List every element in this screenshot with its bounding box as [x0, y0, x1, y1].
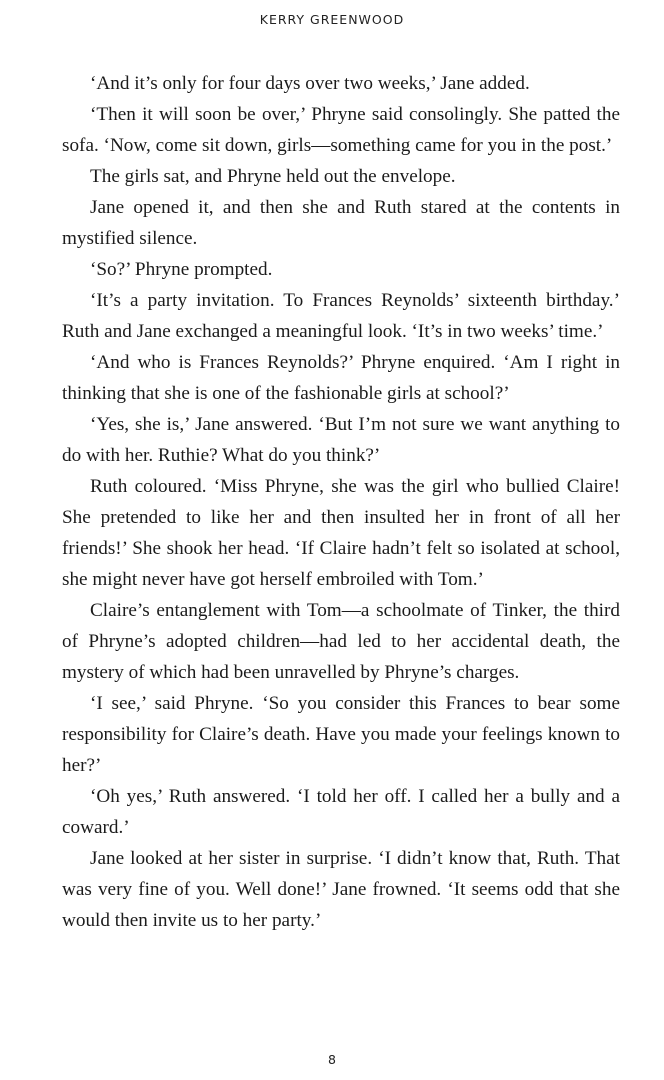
paragraph: ‘And it’s only for four days over two weeks,’ Jane added. — [90, 73, 530, 94]
paragraph: The girls sat, and Phryne held out the envelope. — [90, 166, 456, 187]
paragraph: ‘So?’ Phryne prompted. — [90, 259, 273, 280]
paragraph: Claire’s entanglement with Tom—a schoolmate of Tinker, the third of Phryne’s adopted children—had led to her accidental death, the mystery of which had been unravelled by Phryne’s charges. — [62, 600, 620, 683]
body-text — [62, 68, 620, 936]
paragraph: Jane opened it, and then she and Ruth stared at the contents in mystified silence. — [62, 197, 620, 249]
paragraph: ‘And who is Frances Reynolds?’ Phryne enquired. ‘Am I right in thinking that she is one of the fashionable girls at school?’ — [62, 352, 620, 404]
running-head: KERRY GREENWOOD — [259, 12, 405, 27]
paragraph: ‘I see,’ said Phryne. ‘So you consider this Frances to bear some responsibility for Claire’s death. Have you made your feelings known to her?’ — [62, 693, 620, 776]
paragraph: ‘Oh yes,’ Ruth answered. ‘I told her off. I called her a bully and a coward.’ — [62, 786, 620, 838]
paragraph: ‘It’s a party invitation. To Frances Reynolds’ sixteenth birthday.’ Ruth and Jane exchanged a meaningful look. ‘It’s in two weeks’ time.’ — [62, 290, 620, 342]
paragraph: ‘Then it will soon be over,’ Phryne said consolingly. She patted the sofa. ‘Now, come sit down, girls—something came for you in the post.’ — [62, 104, 620, 156]
paragraph: ‘Yes, she is,’ Jane answered. ‘But I’m not sure we want anything to do with her. Ruthie? What do you think?’ — [62, 414, 620, 466]
paragraph: Ruth coloured. ‘Miss Phryne, she was the girl who bullied Claire! She pretended to like her and then insulted her in front of all her friends!’ She shook her head. ‘If Claire hadn’t felt so isolated at school, she might never have got herself embroiled with Tom.’ — [62, 476, 620, 590]
paragraph: Jane looked at her sister in surprise. ‘I didn’t know that, Ruth. That was very fine of you. Well done!’ Jane frowned. ‘It seems odd that she would then invite us to her party.’ — [62, 848, 620, 931]
page-number: 8 — [328, 1052, 336, 1067]
